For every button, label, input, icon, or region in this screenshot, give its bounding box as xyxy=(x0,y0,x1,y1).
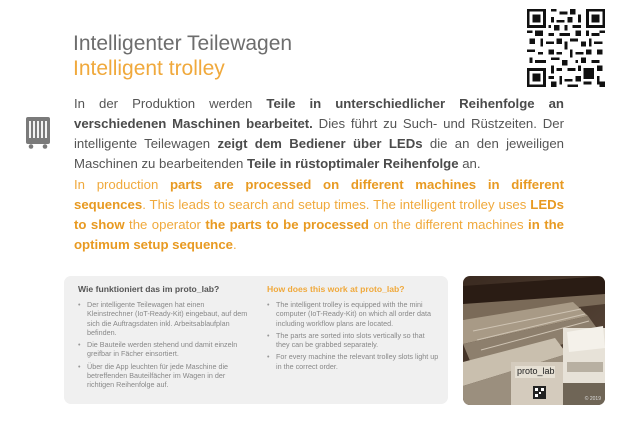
trolley-photo-image xyxy=(463,276,605,405)
list-item: • Die Bauteile werden stehend und damit einzeln greifbar in Fächer einsortiert. xyxy=(78,340,250,359)
title-german: Intelligenter Teilewagen xyxy=(73,32,293,55)
list-item: • The parts are sorted into slots vertically so that they can be grabbed separately. xyxy=(267,331,439,350)
list-item: • Über die App leuchten für jede Maschine die betreffenden Bauteilfächer im Wagen in der richtigen Reihenfolge auf. xyxy=(78,362,250,390)
list-item: • Der intelligente Teilewagen hat einen Kleinstrechner (IoT-Ready-Kit) eingebaut, auf dem sich die Auftragsdaten inkl. Arbeitsablaufplan befinden. xyxy=(78,300,250,337)
intro-paragraph-german: In der Produktion werden Teile in unterschiedlicher Reihenfolge an verschiedenen Maschinen bearbeitet. Dies führt zu Such- und Rüstzeiten. Der intelligente Teilewagen zeigt dem Bediener über LEDs die an den jeweiligen Maschinen zu bearbeitenden Teile in rüstoptimaler Reihenfolge an. xyxy=(74,96,565,171)
info-panel xyxy=(64,276,448,404)
trolley-photo xyxy=(463,276,605,405)
title-english: Intelligent trolley xyxy=(73,57,225,80)
list-item: • The intelligent trolley is equipped with the mini computer (IoT-Ready-Kit) on which all order data including workflow plans are located. xyxy=(267,300,439,328)
qr-code-icon[interactable] xyxy=(527,9,605,87)
list-item: • For every machine the relevant trolley slots light up in the correct order. xyxy=(267,352,439,371)
trolley-icon xyxy=(26,117,50,149)
info-list-english xyxy=(267,300,439,371)
intro-paragraph-english: In production parts are processed on different machines in different sequences. This leads to search and setup times. The intelligent trolley uses LEDs to show the operator the parts to be processed on the different machines in the optimum setup sequence. xyxy=(74,177,564,252)
info-list-german xyxy=(78,300,250,390)
info-column-english xyxy=(267,284,439,374)
info-heading-english: How does this work at proto_lab? xyxy=(267,284,405,294)
info-heading-german: Wie funktioniert das im proto_lab? xyxy=(78,284,220,294)
photo-copyright: © 2019 xyxy=(584,396,601,402)
info-column-german xyxy=(78,284,250,393)
photo-label: proto_lab xyxy=(517,366,555,376)
